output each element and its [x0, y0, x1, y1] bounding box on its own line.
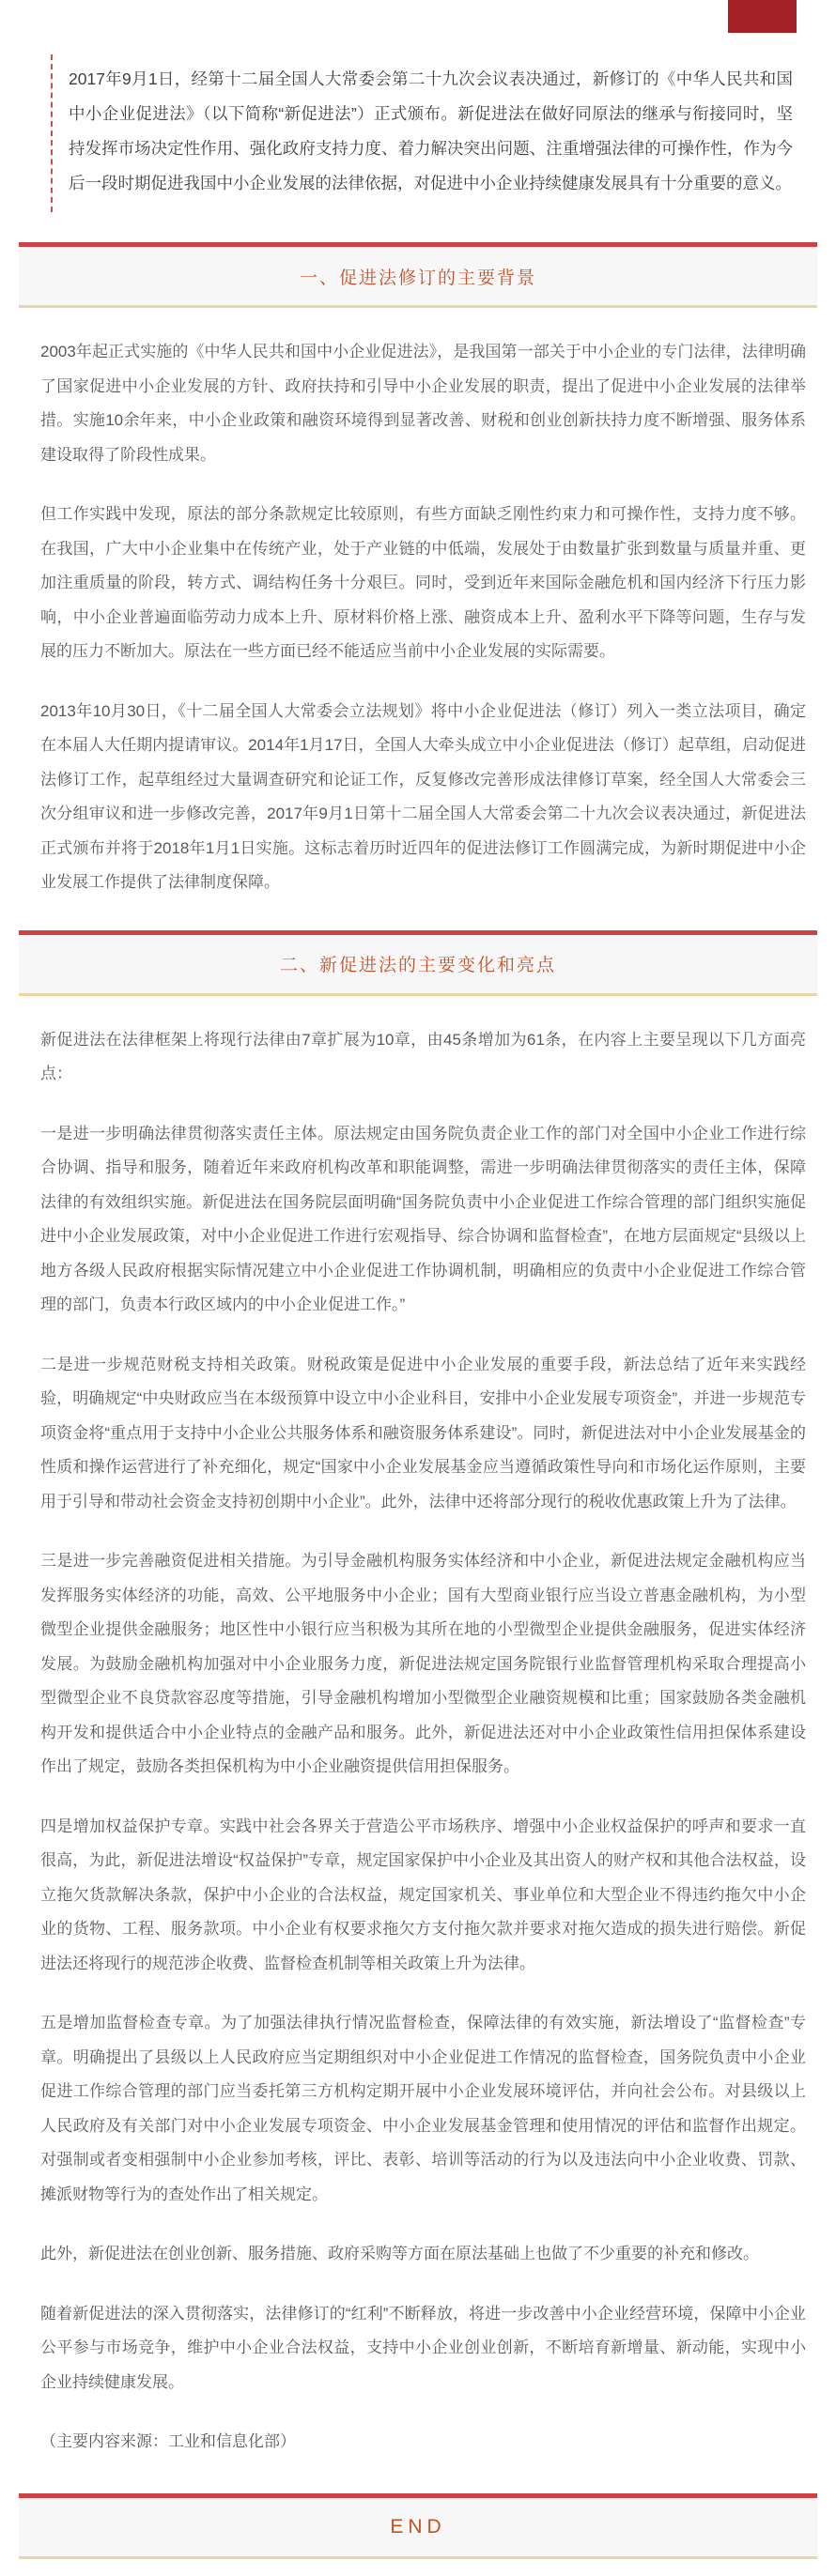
section-2-content	[0, 996, 836, 2460]
section-1-title: 一、促进法修订的主要背景	[299, 268, 536, 288]
section-2-header	[19, 930, 817, 996]
paragraph: 五是增加监督检查专章。为了加强法律执行情况监督检查，保障法律的有效实施，新法增设了“监督检查”专章。明确提出了县级以上人民政府应当定期组织对中小企业促进工作情况的监督检查，国务院负责中小企业促进工作综合管理的部门应当委托第三方机构定期开展中小企业发展环境评估，并向社会公布。对县级以上人民政府及有关部门对中小企业发展专项资金、中小企业发展基金管理和使用情况的评估和监督作出规定。对强制或者变相强制中小企业参加考核，评比、表彰、培训等活动的行为以及违法向中小企业收费、罚款、摊派财物等行为的查处作出了相关规定。	[40, 2014, 806, 2203]
source-note: （主要内容来源：工业和信息化部）	[40, 2432, 296, 2450]
paragraph: 四是增加权益保护专章。实践中社会各界关于营造公平市场秩序、增强中小企业权益保护的呼声和要求一直很高，为此，新促进法增设“权益保护”专章，规定国家保护中小企业及其出资人的财产权和其他合法权益，设立拖欠货款解决条款，保护中小企业的合法权益，规定国家机关、事业单位和大型企业不得违约拖欠中小企业的货物、工程、服务款项。中小企业有权要求拖欠方支付拖欠款并要求对拖欠造成的损失进行赔偿。新促进法还将现行的规范涉企收费、监督检查机制等相关政策上升为法律。	[40, 1817, 806, 1972]
paragraph: 此外，新促进法在创业创新、服务措施、政府采购等方面在原法基础上也做了不少重要的补充和修改。	[40, 2245, 759, 2262]
paragraph: 随着新促进法的深入贯彻落实，法律修订的“红利”不断释放，将进一步改善中小企业经营环境，保障中小企业公平参与市场竞争，维护中小企业合法权益，支持中小企业创业创新，不断培育新增量、新动能，实现中小企业持续健康发展。	[40, 2304, 806, 2391]
corner-accent-block	[728, 0, 797, 33]
end-label: END	[390, 2515, 446, 2538]
section-2-title: 二、新促进法的主要变化和亮点	[279, 956, 556, 975]
intro-text: 2017年9月1日，经第十二届全国人大常委会第二十九次会议表决通过，新修订的《中华人民共和国中小企业促进法》（以下简称“新促进法”）正式颁布。新促进法在做好同原法的继承与衔接同时，坚持发挥市场决定性作用、强化政府支持力度、着力解决突出问题、注重增强法律的可操作性，作为今后一段时期促进我国中小企业发展的法律依据，对促进中小企业持续健康发展具有十分重要的意义。	[69, 69, 793, 192]
paragraph: 2003年起正式实施的《中华人民共和国中小企业促进法》，是我国第一部关于中小企业的专门法律，法律明确了国家促进中小企业发展的方针、政府扶持和引导中小企业发展的职责，提出了促进中小企业发展的法律举措。实施10余年来，中小企业政策和融资环境得到显著改善、财税和创业创新扶持力度不断增强、服务体系建设取得了阶段性成果。	[40, 343, 806, 464]
paragraph: 二是进一步规范财税支持相关政策。财税政策是促进中小企业发展的重要手段，新法总结了近年来实践经验，明确规定“中央财政应当在本级预算中设立中小企业科目，安排中小企业发展专项资金”，并进一步规范专项资金将“重点用于支持中小企业公共服务体系和融资服务体系建设”。同时，新促进法对中小企业发展基金的性质和操作运营进行了补充细化，规定“国家中小企业发展基金应当遵循政策性导向和市场化运作原则，主要用于引导和带动社会资金支持初创期中小企业”。此外，法律中还将部分现行的税收优惠政策上升为了法律。	[40, 1355, 806, 1510]
section-1-header	[19, 242, 817, 308]
paragraph: 三是进一步完善融资促进相关措施。为引导金融机构服务实体经济和中小企业，新促进法规定金融机构应当发挥服务实体经济的功能，高效、公平地服务中小企业；国有大型商业银行应当设立普惠金融机构，为小型微型企业提供金融服务；地区性中小银行应当积极为其所在地的小型微型企业提供金融服务，促进实体经济发展。为鼓励金融机构加强对中小企业服务力度，新促进法规定国务院银行业监督管理机构采取合理提高小型微型企业不良贷款容忍度等措施，引导金融机构增加小型微型企业融资规模和比重；国家鼓励各类金融机构开发和提供适合中小企业特点的金融产品和服务。此外，新促进法还对中小企业政策性信用担保体系建设作出了规定，鼓励各类担保机构为中小企业融资提供信用担保服务。	[40, 1552, 806, 1775]
section-1-content	[0, 308, 836, 900]
paragraph: 新促进法在法律框架上将现行法律由7章扩展为10章，由45条增加为61条，在内容上主要呈现以下几方面亮点：	[40, 1030, 806, 1082]
paragraph: 2013年10月30日，《十二届全国人大常委会立法规划》将中小企业促进法（修订）列入一类立法项目，确定在本届人大任期内提请审议。2014年1月17日，全国人大牵头成立中小企业促进法（修订）起草组，启动促进法修订工作，起草组经过大量调查研究和论证工作，反复修改完善形成法律修订草案，经全国人大常委会三次分组审议和进一步修改完善，2017年9月1日第十二届全国人大常委会第二十九次会议表决通过，新促进法正式颁布并将于2018年1月1日实施。这标志着历时近四年的促进法修订工作圆满完成，为新时期促进中小企业发展工作提供了法律制度保障。	[40, 701, 806, 891]
end-footer	[19, 2493, 817, 2559]
intro-block	[51, 54, 797, 212]
paragraph: 一是进一步明确法律贯彻落实责任主体。原法规定由国务院负责企业工作的部门对全国中小企业工作进行综合协调、指导和服务，随着近年来政府机构改革和职能调整，需进一步明确法律贯彻落实的责任主体，保障法律的有效组织实施。新促进法在国务院层面明确“国务院负责中小企业促进工作综合管理的部门组织实施促进中小企业发展政策，对中小企业促进工作进行宏观指导、综合协调和监督检查”，在地方层面规定“县级以上地方各级人民政府根据实际情况建立中小企业促进工作协调机制，明确相应的负责中小企业促进工作综合管理的部门，负责本行政区域内的中小企业促进工作。”	[40, 1124, 806, 1313]
paragraph: 但工作实践中发现，原法的部分条款规定比较原则，有些方面缺乏刚性约束力和可操作性，支持力度不够。在我国，广大中小企业集中在传统产业，处于产业链的中低端，发展处于由数量扩张到数量与质量并重、更加注重质量的阶段，转方式、调结构任务十分艰巨。同时，受到近年来国际金融危机和国内经济下行压力影响，中小企业普遍面临劳动力成本上升、原材料价格上涨、融资成本上升、盈利水平下降等问题，生存与发展的压力不断加大。原法在一些方面已经不能适应当前中小企业发展的实际需要。	[40, 505, 806, 660]
